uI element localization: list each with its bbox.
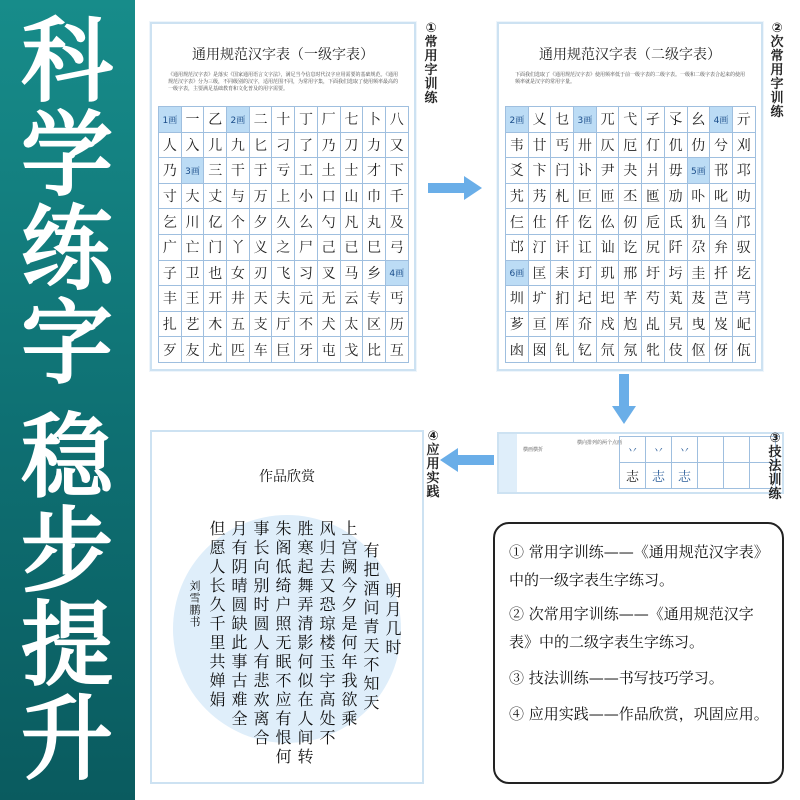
character-cell: 仉 (665, 133, 688, 159)
character-cell: 乃 (318, 133, 341, 159)
character-cell: 乂 (529, 107, 552, 133)
vertical-title (0, 0, 135, 800)
character-cell: 尹 (597, 158, 620, 184)
character-cell: 么 (295, 209, 318, 235)
character-cell: 一 (182, 107, 205, 133)
character-cell: 汀 (529, 235, 552, 261)
character-cell: 邛 (733, 158, 756, 184)
character-cell: 玎 (574, 261, 597, 287)
character-cell: 力 (363, 133, 386, 159)
stroke-count-cell: 6画 (506, 261, 529, 287)
character-cell: 劢 (665, 184, 688, 210)
character-cell: 廿 (529, 133, 552, 159)
character-cell: 匝 (597, 184, 620, 210)
character-cell: 伛 (688, 337, 711, 363)
character-cell: 门 (204, 235, 227, 261)
character-cell: 支 (250, 312, 273, 338)
technique-card (497, 432, 784, 494)
character-cell: 个 (227, 209, 250, 235)
character-cell: 阡 (665, 235, 688, 261)
legend-box (493, 522, 784, 784)
step-label-3: ③技法训练 (768, 431, 782, 502)
title-char: 提 (20, 592, 113, 699)
character-cell: 囡 (529, 337, 552, 363)
character-cell: 圪 (733, 261, 756, 287)
character-cell: 扦 (710, 261, 733, 287)
character-cell: 丸 (363, 209, 386, 235)
poem-column: 风归去又恐琼楼玉宇高处不 (317, 520, 336, 748)
step-label-2: ②次常用字训练 (770, 21, 784, 120)
character-cell: 仨 (506, 209, 529, 235)
character-cell: 了 (295, 133, 318, 159)
character-cell: 乜 (551, 107, 574, 133)
character-cell: 匡 (529, 261, 552, 287)
character-cell: 卜 (363, 107, 386, 133)
arrow-right-icon (428, 174, 484, 202)
character-cell: 圳 (506, 286, 529, 312)
character-cell: 仫 (597, 209, 620, 235)
character-cell: 亓 (733, 107, 756, 133)
character-cell: 艽 (506, 184, 529, 210)
character-cell: 艿 (529, 184, 552, 210)
character-cell: 丐 (386, 286, 409, 312)
character-cell: 比 (363, 337, 386, 363)
stroke-count-cell: 2画 (227, 107, 250, 133)
stroke-count-cell: 3画 (574, 107, 597, 133)
character-cell: 小 (295, 184, 318, 210)
technique-stroke: 丷 (646, 437, 672, 463)
character-cell: 乡 (363, 261, 386, 287)
poem-column: 但愿人长久千里共婵娟 (207, 520, 226, 710)
character-cell: 氖 (619, 337, 642, 363)
title-char: 科 (20, 8, 113, 115)
artwork-card (150, 430, 424, 784)
technique-description: 横向排列的两个点画 (577, 440, 623, 446)
stroke-count-cell: 3画 (182, 158, 205, 184)
character-cell: 川 (182, 209, 205, 235)
character-cell: 芄 (665, 286, 688, 312)
character-cell: 己 (318, 235, 341, 261)
technique-char: 志 (646, 463, 672, 489)
character-cell: 卮 (642, 209, 665, 235)
character-cell: 芨 (688, 286, 711, 312)
legend-item-2: ② 次常用字训练——《通用规范汉字表》中的二级字表生字练习。 (509, 605, 754, 651)
character-cell: 厅 (272, 312, 295, 338)
character-cell: 区 (363, 312, 386, 338)
character-cell: 岌 (710, 312, 733, 338)
character-cell: 万 (250, 184, 273, 210)
character-cell: 兀 (597, 107, 620, 133)
poem-column: 胜寒起舞弄清影何似在人间转 (295, 520, 314, 767)
character-cell: 口 (318, 184, 341, 210)
character-cell: 卟 (688, 184, 711, 210)
poem-column: 月有阴晴圆缺此事古难全 (229, 520, 248, 729)
technique-stroke: 丷 (672, 437, 698, 463)
character-cell: 兮 (710, 133, 733, 159)
character-cell: 亏 (272, 158, 295, 184)
character-cell: 仟 (551, 209, 574, 235)
character-cell: 无 (318, 286, 341, 312)
technique-stroke: 丷 (620, 437, 646, 463)
character-cell: 扪 (551, 286, 574, 312)
character-cell: 驭 (733, 235, 756, 261)
character-cell: 人 (159, 133, 182, 159)
character-cell: 乙 (204, 107, 227, 133)
character-cell: 太 (341, 312, 364, 338)
character-cell: 尻 (642, 235, 665, 261)
character-cell: 耒 (551, 261, 574, 287)
character-cell: 讪 (597, 235, 620, 261)
level2-intro: 下面我们选取了《通用规范汉字表》使用频率低于前一级字表的二级字表。一级和二级字表合起来的使用频率就是汉字的常用字量。 (515, 72, 746, 85)
character-cell: 芎 (733, 286, 756, 312)
character-cell: 钇 (574, 337, 597, 363)
level1-grid (158, 106, 409, 363)
character-cell: 仕 (529, 209, 552, 235)
legend-item-4: ④ 应用实践——作品欣赏，巩固应用。 (509, 705, 769, 723)
character-cell: 寸 (159, 184, 182, 210)
character-cell: 丈 (204, 184, 227, 210)
character-cell: 氘 (597, 337, 620, 363)
character-cell: 尕 (688, 235, 711, 261)
character-cell: 卞 (529, 158, 552, 184)
character-cell: 及 (386, 209, 409, 235)
character-cell: 才 (363, 158, 386, 184)
artwork-title: 作品欣赏 (259, 469, 315, 485)
character-cell: 儿 (204, 133, 227, 159)
character-cell: 幺 (688, 107, 711, 133)
character-cell: 钆 (551, 337, 574, 363)
character-cell: 芍 (642, 286, 665, 312)
character-cell: 凼 (506, 337, 529, 363)
character-cell: 巨 (272, 337, 295, 363)
character-cell: 士 (341, 158, 364, 184)
character-cell: 二 (250, 107, 273, 133)
character-cell: 尥 (619, 312, 642, 338)
character-cell: 犰 (688, 209, 711, 235)
character-cell: 亡 (182, 235, 205, 261)
character-cell: 木 (204, 312, 227, 338)
character-cell: 丐 (551, 133, 574, 159)
stroke-count-cell: 5画 (688, 158, 711, 184)
character-cell: 乞 (159, 209, 182, 235)
character-cell: 爻 (506, 158, 529, 184)
character-cell: 亘 (529, 312, 552, 338)
character-cell: 乃 (159, 158, 182, 184)
character-cell: 与 (227, 184, 250, 210)
character-cell: 厍 (551, 312, 574, 338)
step-label-4: ④应用实践 (426, 429, 440, 500)
character-cell: 屺 (733, 312, 756, 338)
character-cell: 巳 (363, 235, 386, 261)
level2-chart-card (497, 22, 763, 371)
stroke-count-cell: 2画 (506, 107, 529, 133)
character-cell: 大 (182, 184, 205, 210)
arrow-down-icon (610, 374, 638, 426)
character-cell: 友 (182, 337, 205, 363)
stroke-count-cell: 4画 (386, 261, 409, 287)
character-cell: 凡 (341, 209, 364, 235)
character-cell: 上 (272, 184, 295, 210)
character-cell: 爿 (642, 158, 665, 184)
character-cell: 邙 (506, 235, 529, 261)
character-cell: 夬 (619, 158, 642, 184)
arrow-left-icon (438, 446, 494, 474)
character-cell: 刀 (341, 133, 364, 159)
character-cell: 圬 (665, 261, 688, 287)
character-cell: 戍 (597, 312, 620, 338)
technique-note: 横画横折 (523, 447, 544, 453)
character-cell: 天 (250, 286, 273, 312)
character-cell: 女 (227, 261, 250, 287)
character-cell: 厂 (318, 107, 341, 133)
character-cell: 邗 (710, 158, 733, 184)
stroke-count-cell: 4画 (710, 107, 733, 133)
character-cell: 丫 (227, 235, 250, 261)
character-cell: 夕 (250, 209, 273, 235)
character-cell: 久 (272, 209, 295, 235)
character-cell: 毋 (665, 158, 688, 184)
technique-char: 志 (672, 463, 698, 489)
character-cell: 氐 (665, 209, 688, 235)
character-cell: 仂 (688, 133, 711, 159)
character-cell: 屯 (318, 337, 341, 363)
character-cell: 井 (227, 286, 250, 312)
character-cell: 习 (295, 261, 318, 287)
character-cell: 八 (386, 107, 409, 133)
stroke-count-cell: 1画 (159, 107, 182, 133)
character-cell: 三 (204, 158, 227, 184)
character-cell: 邢 (619, 261, 642, 287)
character-cell: 仡 (574, 209, 597, 235)
character-cell: 佤 (733, 337, 756, 363)
character-cell: 牝 (642, 337, 665, 363)
character-cell: 讣 (574, 158, 597, 184)
poem-column: 有把酒问青天不知天 (361, 542, 380, 713)
character-cell: 叵 (574, 184, 597, 210)
calligraphy-signature: 刘雪鹏书 (188, 580, 201, 628)
character-cell: 弓 (386, 235, 409, 261)
character-cell: 九 (227, 133, 250, 159)
character-cell: 历 (386, 312, 409, 338)
character-cell: 叉 (318, 261, 341, 287)
character-cell: 圮 (574, 286, 597, 312)
character-cell: 讫 (619, 235, 642, 261)
character-cell: 圹 (529, 286, 552, 312)
character-cell: 玑 (597, 261, 620, 287)
character-cell: 孑 (642, 107, 665, 133)
character-cell: 卫 (182, 261, 205, 287)
poem-column: 事长向别时圆人有悲欢离合 (251, 520, 270, 748)
character-cell: 弁 (710, 235, 733, 261)
step-label-1: ①常用字训练 (424, 21, 438, 106)
character-cell: 十 (272, 107, 295, 133)
character-cell: 扎 (159, 312, 182, 338)
character-cell: 艺 (182, 312, 205, 338)
character-cell: 入 (182, 133, 205, 159)
character-cell: 马 (341, 261, 364, 287)
character-cell: 刃 (250, 261, 273, 287)
character-cell: 弋 (619, 107, 642, 133)
character-cell: 厄 (619, 133, 642, 159)
character-cell: 千 (386, 184, 409, 210)
character-cell: 义 (250, 235, 273, 261)
character-cell: 广 (159, 235, 182, 261)
character-cell: 刁 (272, 133, 295, 159)
character-cell: 七 (341, 107, 364, 133)
character-cell: 五 (227, 312, 250, 338)
character-cell: 专 (363, 286, 386, 312)
title-char: 稳 (20, 404, 113, 511)
poem-column: 明月几时 (383, 582, 402, 658)
character-cell: 尤 (204, 337, 227, 363)
title-char: 练 (20, 196, 113, 303)
character-cell: 刍 (710, 209, 733, 235)
character-cell: 已 (341, 235, 364, 261)
character-cell: 邝 (733, 209, 756, 235)
character-cell: 仃 (642, 133, 665, 159)
character-cell: 札 (551, 184, 574, 210)
character-cell: 韦 (506, 133, 529, 159)
character-cell: 歹 (159, 337, 182, 363)
title-char: 学 (20, 102, 113, 209)
character-cell: 勺 (318, 209, 341, 235)
character-cell: 闩 (551, 158, 574, 184)
character-cell: 下 (386, 158, 409, 184)
character-cell: 芊 (619, 286, 642, 312)
character-cell: 孓 (665, 107, 688, 133)
character-cell: 王 (182, 286, 205, 312)
character-cell: 夫 (272, 286, 295, 312)
character-cell: 戈 (341, 337, 364, 363)
character-cell: 也 (204, 261, 227, 287)
character-cell: 伢 (710, 337, 733, 363)
title-char: 升 (20, 686, 113, 793)
character-cell: 干 (227, 158, 250, 184)
character-cell: 卅 (574, 133, 597, 159)
level2-title: 通用规范汉字表（二级字表） (539, 47, 721, 63)
poem-column: 朱阁低绮户照无眠不应有恨何 (273, 520, 292, 767)
character-cell: 匜 (642, 184, 665, 210)
level1-title: 通用规范汉字表（一级字表） (192, 47, 374, 63)
character-cell: 亿 (204, 209, 227, 235)
character-cell: 丰 (159, 286, 182, 312)
character-cell: 仞 (619, 209, 642, 235)
character-cell: 伎 (665, 337, 688, 363)
character-cell: 丁 (295, 107, 318, 133)
character-cell: 乩 (642, 312, 665, 338)
character-cell: 飞 (272, 261, 295, 287)
character-cell: 刈 (733, 133, 756, 159)
character-cell: 开 (204, 286, 227, 312)
character-cell: 匕 (250, 133, 273, 159)
character-cell: 讧 (574, 235, 597, 261)
character-cell: 曳 (688, 312, 711, 338)
character-cell: 土 (318, 158, 341, 184)
character-cell: 芑 (710, 286, 733, 312)
character-cell: 云 (341, 286, 364, 312)
title-char: 步 (20, 498, 113, 605)
character-cell: 不 (295, 312, 318, 338)
legend-item-1: ① 常用字训练——《通用规范汉字表》中的一级字表生字练习。 (509, 543, 769, 589)
character-cell: 之 (272, 235, 295, 261)
character-cell: 牙 (295, 337, 318, 363)
character-cell: 互 (386, 337, 409, 363)
character-cell: 巾 (363, 184, 386, 210)
character-cell: 叱 (710, 184, 733, 210)
technique-char: 志 (620, 463, 646, 489)
character-cell: 讦 (551, 235, 574, 261)
character-cell: 圩 (642, 261, 665, 287)
character-cell: 圭 (688, 261, 711, 287)
character-cell: 丕 (619, 184, 642, 210)
character-cell: 子 (159, 261, 182, 287)
level1-intro: 《通用规范汉字表》是落实《国家通用语言文字法》，满足当今信息时代汉字应用需要的基础规范。《通用规范汉字表》分为三级，不同级别的汉字，适用范围不同，为常用字集，下面我们选取了使用频率最高的一级字表，主要满足基础教育和文化普及的用字需要。 (168, 72, 399, 92)
character-cell: 圯 (597, 286, 620, 312)
character-cell: 尸 (295, 235, 318, 261)
character-cell: 工 (295, 158, 318, 184)
poem-column: 上宫阙今夕是何年我欲乘 (339, 520, 358, 729)
character-cell: 山 (341, 184, 364, 210)
character-cell: 芗 (506, 312, 529, 338)
character-cell: 又 (386, 133, 409, 159)
character-cell: 匹 (227, 337, 250, 363)
level2-grid (505, 106, 756, 363)
character-cell: 仄 (597, 133, 620, 159)
character-cell: 旯 (665, 312, 688, 338)
title-char: 字 (20, 290, 113, 397)
legend-item-3: ③ 技法训练——书写技巧学习。 (509, 669, 724, 687)
character-cell: 夼 (574, 312, 597, 338)
character-cell: 元 (295, 286, 318, 312)
character-cell: 叻 (733, 184, 756, 210)
character-cell: 于 (250, 158, 273, 184)
character-cell: 车 (250, 337, 273, 363)
level1-chart-card (150, 22, 416, 371)
character-cell: 犬 (318, 312, 341, 338)
